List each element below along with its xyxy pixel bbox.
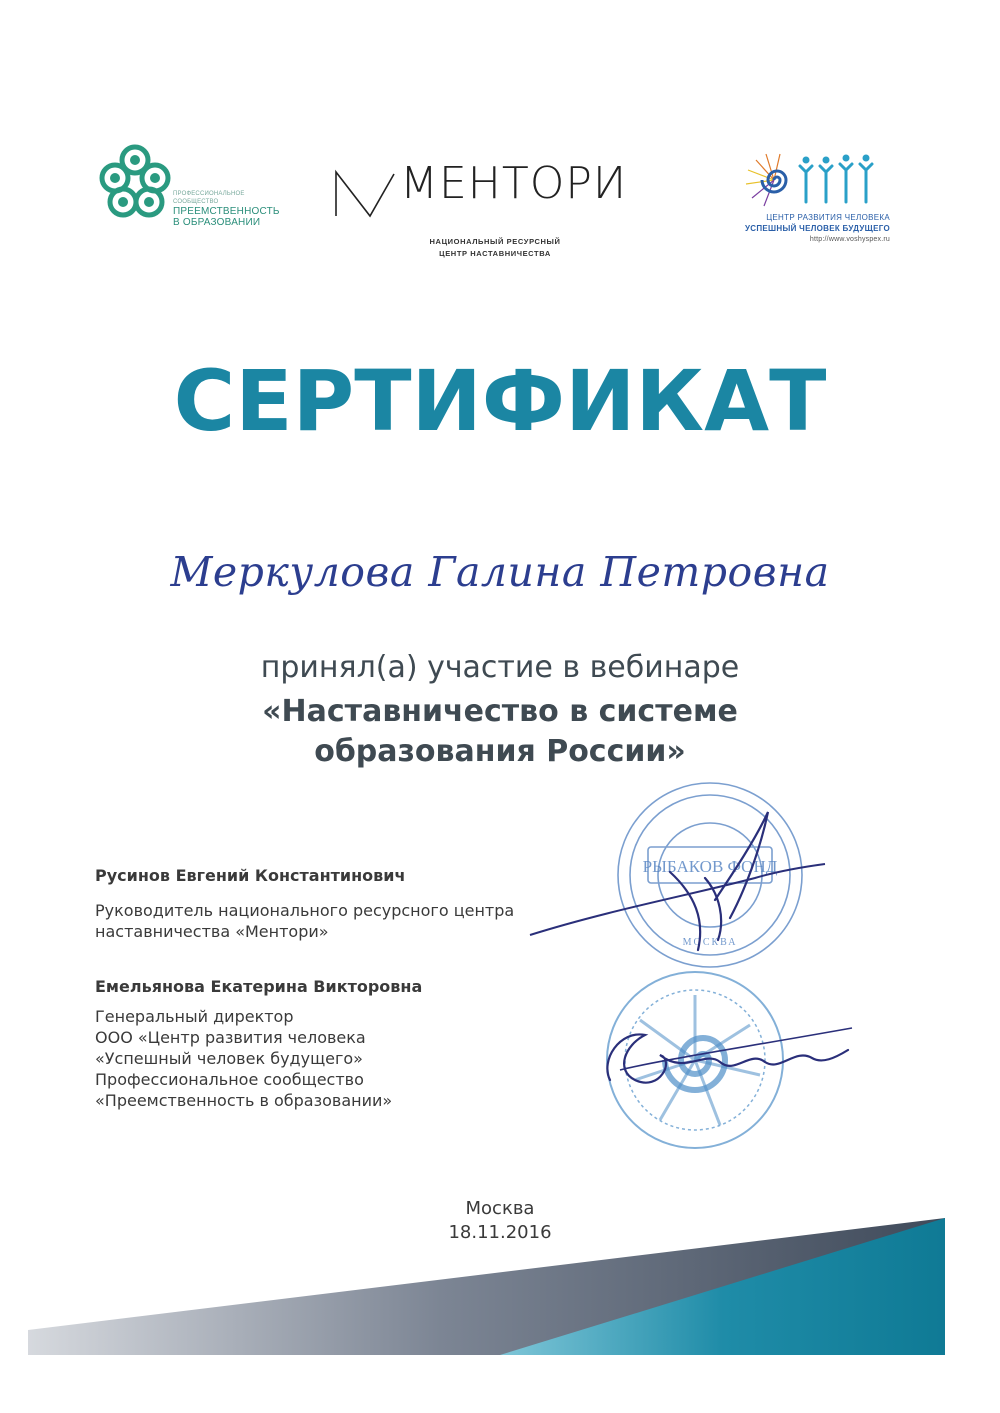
participation-text: принял(а) участие в вебинаре: [260, 650, 740, 685]
bottom-decorative-band: [0, 1200, 1000, 1413]
webinar-title-line: образования России»: [314, 734, 686, 769]
webinar-title-line: «Наставничество в системе: [262, 694, 738, 729]
signatory1-role: [95, 900, 514, 942]
logo-preemstvennost: [95, 140, 280, 230]
mentori-m-mark-icon: [330, 164, 400, 224]
logo-left-caption-line: ПРЕЕМСТВЕННОСТЬ: [173, 206, 280, 217]
signatory2-role-line: ООО «Центр развития человека: [95, 1028, 366, 1047]
community-people-icon: [95, 140, 175, 230]
logo-mentori-subtitle: [330, 236, 660, 260]
signatory2-role-line: «Преемственность в образовании»: [95, 1091, 393, 1110]
signatory2-role-line: Генеральный директор: [95, 1007, 294, 1026]
signatory1-name: Русинов Евгений Константинович: [95, 866, 406, 885]
signatory2-role-line: Профессиональное сообщество: [95, 1070, 364, 1089]
logo-mentori-wordmark: МЕНТОРИ: [400, 158, 628, 209]
footer-date: 18.11.2016: [448, 1222, 552, 1243]
signatory2-role: [95, 1006, 392, 1111]
logo-mentori: [330, 158, 660, 268]
logo-left-caption-line: В ОБРАЗОВАНИИ: [173, 217, 261, 228]
signatory1-role-line: Руководитель национального ресурсного центра: [95, 901, 515, 920]
logo-left-caption: [173, 190, 280, 228]
logo-center-razvitiya: [740, 150, 900, 250]
logo-left-caption-line: ПРОФЕССИОНАЛЬНОЕ СООБЩЕСТВО: [173, 191, 245, 205]
logo-right-line2: УСПЕШНЫЙ ЧЕЛОВЕК БУДУЩЕГО: [744, 224, 890, 233]
stamp1-text: РЫБАКОВ ФОНД: [642, 857, 778, 876]
logo-right-url: http://www.voshyspex.ru: [809, 236, 890, 243]
signatory2-name: Емельянова Екатерина Викторовна: [95, 977, 423, 996]
logo-right-line1: ЦЕНТР РАЗВИТИЯ ЧЕЛОВЕКА: [766, 213, 890, 222]
spiral-people-icon: [740, 150, 890, 212]
logo-mentori-subtitle-line: ЦЕНТР НАСТАВНИЧЕСТВА: [439, 249, 551, 258]
stamp1-city: МОСКВА: [682, 937, 738, 948]
recipient-name: Меркулова Галина Петровна: [170, 548, 830, 596]
footer-city: Москва: [465, 1198, 535, 1219]
certificate-title: СЕРТИФИКАТ: [173, 352, 827, 450]
logo-mentori-subtitle-line: НАЦИОНАЛЬНЫЙ РЕСУРСНЫЙ: [429, 237, 561, 246]
signature-rusinov: [520, 800, 840, 960]
signatory2-role-line: «Успешный человек будущего»: [95, 1049, 363, 1068]
signature-emelyanova: [590, 1000, 860, 1110]
webinar-title: [0, 692, 1000, 772]
signatory1-role-line: наставничества «Ментори»: [95, 922, 329, 941]
